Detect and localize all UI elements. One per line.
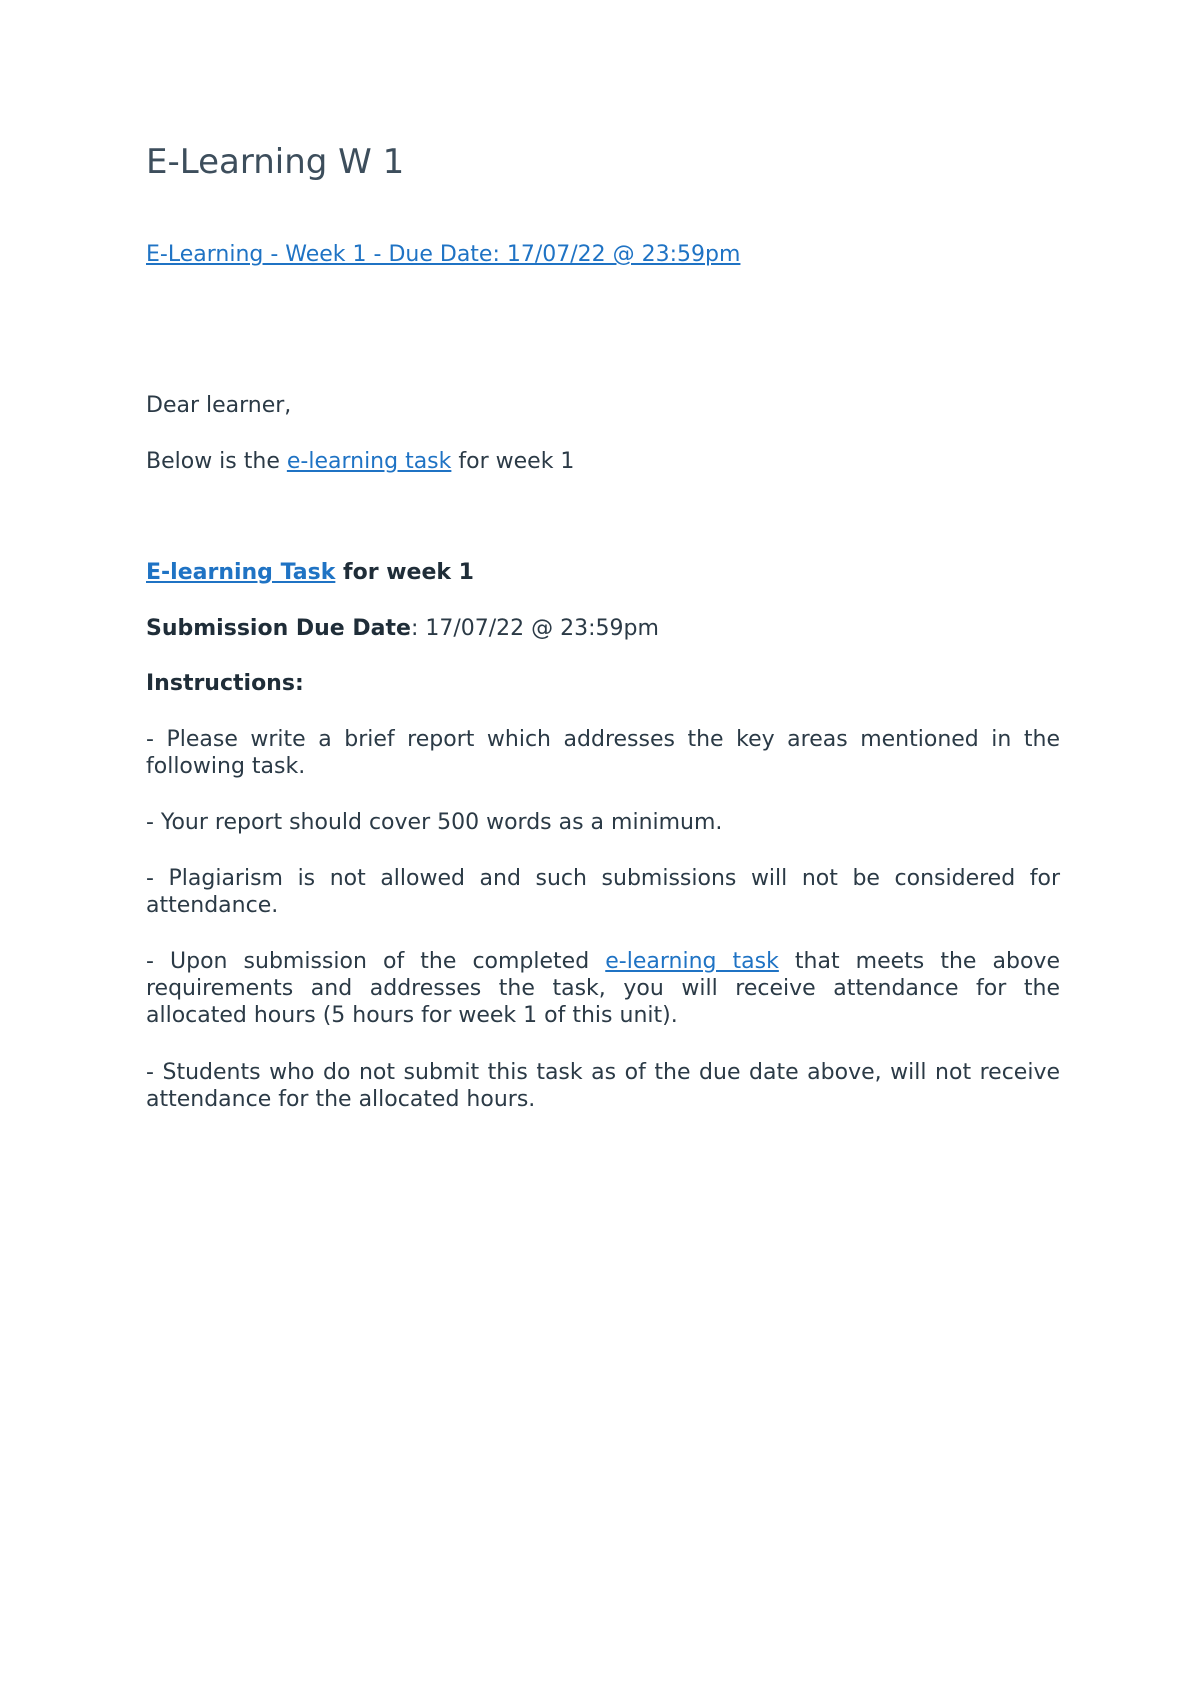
instruction-item-4-after: that meets the above requirements and addresses the task, you will receive attendance for the allocated hours (5 hours for week 1 of this unit). — [146, 949, 1060, 1028]
instruction-item-2: - Your report should cover 500 words as a minimum. — [146, 810, 723, 835]
instructions-label: Instructions: — [146, 671, 304, 696]
intro-e-learning-task-link[interactable]: e-learning task — [286, 449, 452, 474]
greeting: Dear learner, — [146, 393, 292, 418]
intro-paragraph — [146, 448, 574, 475]
due-date-value: : 17/07/22 @ 23:59pm — [410, 616, 659, 641]
intro-text-before: Below is the — [146, 449, 287, 474]
due-date-label: Submission Due Date — [146, 616, 411, 641]
task-heading-link[interactable]: E-learning Task — [146, 560, 336, 585]
instruction-e-learning-task-link[interactable]: e-learning task — [605, 949, 779, 974]
page-title: E-Learning W 1 — [146, 142, 405, 182]
instruction-item-5: - Students who do not submit this task as of the due date above, will not receive attendance for the allocated hours. — [146, 1060, 1060, 1112]
instruction-item-1: - Please write a brief report which addresses the key areas mentioned in the following task. — [146, 727, 1060, 779]
instruction-item-3: - Plagiarism is not allowed and such submissions will not be considered for attendance. — [146, 866, 1060, 918]
assignment-link[interactable]: E-Learning - Week 1 - Due Date: 17/07/22 @ 23:59pm — [146, 242, 741, 267]
instruction-item-4 — [146, 948, 1060, 1029]
task-heading — [146, 559, 474, 586]
intro-text-after: for week 1 — [451, 449, 575, 474]
instruction-item-4-before: - Upon submission of the completed — [146, 949, 606, 974]
due-date-line — [146, 615, 659, 642]
task-heading-text: for week 1 — [335, 560, 474, 585]
